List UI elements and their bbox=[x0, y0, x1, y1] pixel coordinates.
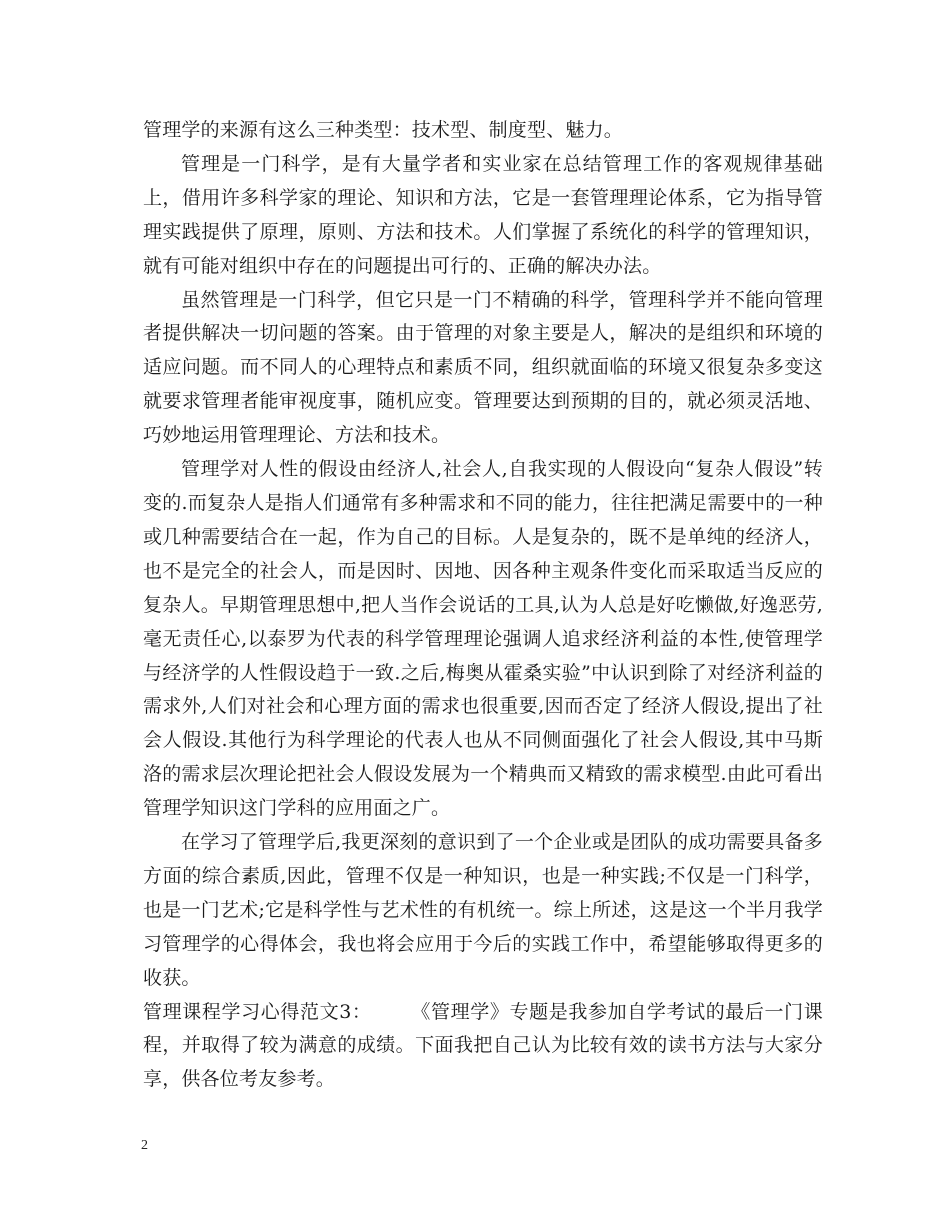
paragraph-1: 管理学的来源有这么三种类型：技术型、制度型、魅力。 bbox=[143, 119, 624, 141]
page-number: 2 bbox=[141, 1138, 148, 1153]
paragraph-3: 虽然管理是一门科学，但它只是一门不精确的科学，管理科学并不能向管理者提供解决一切问题的答案。由于管理的对象主要是人，解决的是组织和环境的适应问题。而不同人的心理特点和素质不同，组织就面临的环境又很复杂多变这就要求管理者能审视度事，随机应变。管理要达到预期的目的，就必须灵活地、巧妙地运用管理理论、方法和技术。 bbox=[143, 288, 823, 447]
paragraph-4: 管理学对人性的假设由经济人,社会人,自我实现的人假设向“复杂人假设”转变的.而复杂人是指人们通常有多种需求和不同的能力，往往把满足需要中的一种或几种需要结合在一起，作为自己的目标。人是复杂的，既不是单纯的经济人，也不是完全的社会人，而是因时、因地、因各种主观条件变化而采取适当反应的复杂人。早期管理思想中,把人当作会说话的工具,认为人总是好吃懒做,好逸恶劳,毫无责任心,以泰罗为代表的科学管理理论强调人追求经济利益的本性,使管理学与经济学的人性假设趋于一致.之后,梅奥从霍桑实验”中认识到除了对经济利益的需求外,人们对社会和心理方面的需求也很重要,因而否定了经济人假设,提出了社会人假设.其他行为科学理论的代表人也从不同侧面强化了社会人假设,其中马斯洛的需求层次理论把社会人假设发展为一个精典而又精致的需求模型.由此可看出管理学知识这门学科的应用面之广。 bbox=[143, 458, 823, 820]
paragraph-2: 管理是一门科学，是有大量学者和实业家在总结管理工作的客观规律基础上，借用许多科学家的理论、知识和方法，它是一套管理理论体系，它为指导管理实践提供了原理，原则、方法和技术。人们掌握了系统化的科学的管理知识，就有可能对组织中存在的问题提出可行的、正确的解决办法。 bbox=[143, 152, 823, 277]
paragraph-5: 在学习了管理学后,我更深刻的意识到了一个企业或是团队的成功需要具备多方面的综合素质,因此，管理不仅是一种知识，也是一种实践;不仅是一门科学，也是一门艺术;它是科学性与艺术性的有机统一。综上所述，这是这一个半月我学习管理学的心得体会，我也将会应用于今后的实践工作中，希望能够取得更多的收获。 bbox=[143, 831, 823, 989]
body-text bbox=[143, 114, 823, 1097]
paragraph-6: 管理课程学习心得范文3： 《管理学》专题是我参加自学考试的最后一门课程，并取得了较为满意的成绩。下面我把自己认为比较有效的读书方法与大家分享，供各位考友参考。 bbox=[143, 1000, 823, 1091]
